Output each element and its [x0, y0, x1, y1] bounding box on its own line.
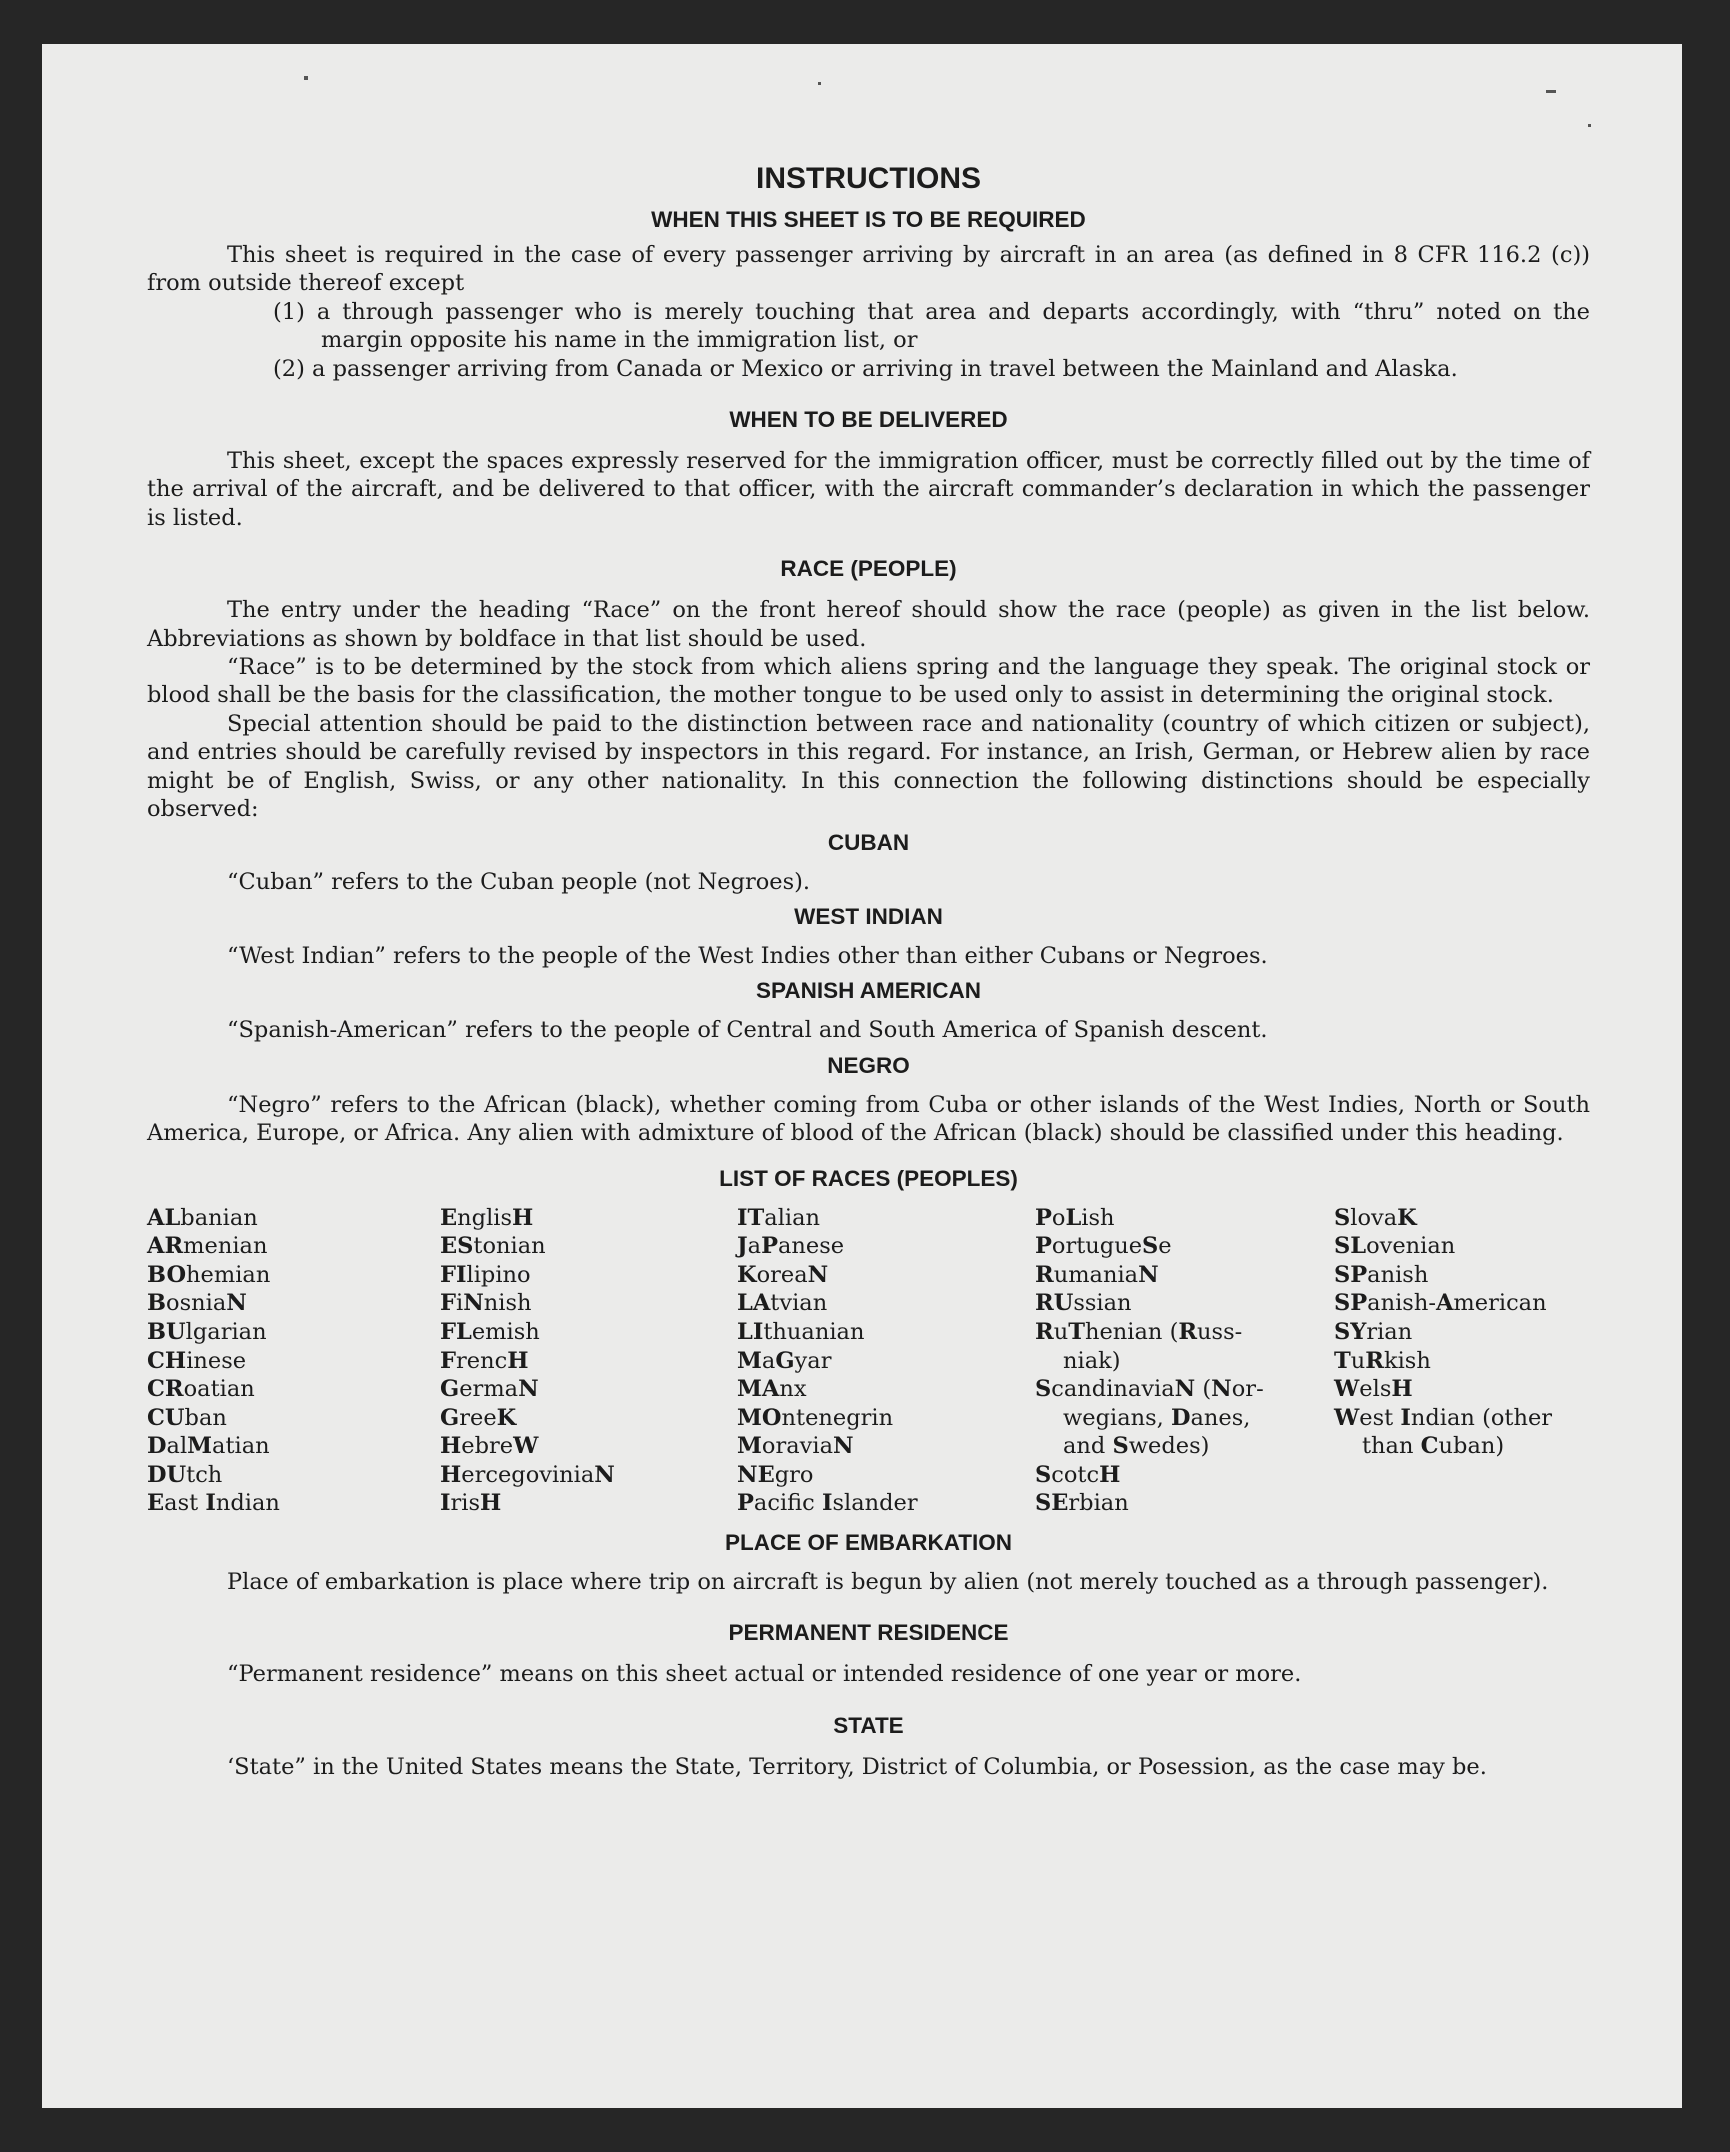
races-column-3 — [737, 1204, 1035, 1519]
race-entry: BUlgarian — [147, 1318, 267, 1345]
race-entry: DUtch — [147, 1461, 223, 1488]
race-entry: GreeK — [440, 1404, 517, 1431]
races-column-5 — [1334, 1204, 1590, 1519]
race-entry: FiNnish — [440, 1290, 532, 1317]
race-entry: BOhemian — [147, 1261, 271, 1288]
scan-mark — [818, 82, 821, 85]
race-entry: ARmenian — [147, 1233, 268, 1260]
races-column-4 — [1035, 1204, 1334, 1519]
race-entry: ScotcH — [1035, 1461, 1121, 1488]
race-paragraph-1: The entry under the heading “Race” on the front hereof should show the race (people) as given in the list below. Abbreviations as shown by boldface in that list should be used. — [147, 597, 1590, 652]
race-entry: RumaniaN — [1035, 1261, 1159, 1288]
spanish-american-text: “Spanish-American” refers to the people of Central and South America of Spanish descent. — [227, 1017, 1268, 1044]
race-entry: SErbian — [1035, 1490, 1129, 1517]
race-entry: West Indian (other — [1334, 1404, 1553, 1431]
race-entry: MAnx — [737, 1376, 807, 1403]
heading-state: STATE — [833, 1712, 904, 1738]
race-entry: RuThenian (Russ- — [1035, 1318, 1243, 1345]
race-entry: NEgro — [737, 1461, 814, 1488]
heading-when-required: WHEN THIS SHEET IS TO BE REQUIRED — [651, 207, 1086, 232]
race-entry-continued: wegians, Danes, — [1063, 1404, 1251, 1431]
required-item-1: (1) a through passenger who is merely touching that area and departs accordingly, with “thru” noted on the margin opposite his name in the immigration list, or — [273, 298, 1590, 354]
race-paragraph-3: Special attention should be paid to the distinction between race and nationality (country of which citizen or subject), and entries should be carefully revised by inspectors in this regard. For instance, an Irish, German, or Hebrew alien by race might be of English, Swiss, or any other nationality. In this connection the following distinctions should be especially observed: — [147, 710, 1590, 823]
state-text: ‘State” in the United States means the State, Territory, District of Columbia, or Posession, as the case may be. — [227, 1753, 1487, 1780]
heading-spanish-american: SPANISH AMERICAN — [755, 978, 981, 1004]
document-page — [42, 44, 1682, 2108]
race-entry: FLemish — [440, 1318, 540, 1345]
race-entry: KoreaN — [737, 1261, 829, 1288]
race-paragraph-2: “Race” is to be determined by the stock from which aliens spring and the language they speak. The original stock or blood shall be the basis for the classification, the mother tongue to be used only to assist in determining the original stock. — [147, 654, 1590, 709]
race-entry: Pacifc Islander — [737, 1490, 918, 1517]
race-entry: East Indian — [147, 1490, 280, 1517]
scan-mark — [304, 76, 308, 80]
heading-race: RACE (PEOPLE) — [780, 556, 957, 582]
scan-mark — [1588, 124, 1591, 127]
race-entry-continued: than Cuban) — [1362, 1433, 1505, 1460]
race-entry: PoLish — [1035, 1204, 1115, 1231]
race-entry: BosniaN — [147, 1290, 247, 1317]
races-column-1 — [147, 1204, 440, 1519]
west-indian-text: “West Indian” refers to the people of the West Indies other than either Cubans or Negroes. — [227, 942, 1268, 969]
race-entry: HebreW — [440, 1433, 539, 1460]
race-entry: GermaN — [440, 1376, 539, 1403]
delivered-text: This sheet, except the spaces expressly reserved for the immigration officer, must be correctly filled out by the time of the arrival of the aircraft, and be delivered to that officer, with the aircraft commander’s declaration in which the passenger is listed. — [147, 448, 1590, 531]
heading-west-indian: WEST INDIAN — [794, 903, 943, 929]
race-entry: FrencH — [440, 1347, 529, 1374]
heading-when-delivered: WHEN TO BE DELIVERED — [729, 407, 1008, 433]
race-entry: SPanish-American — [1334, 1290, 1547, 1317]
race-entry: EnglisH — [440, 1204, 534, 1231]
race-entry: CUban — [147, 1404, 227, 1431]
heading-list-of-races: LIST OF RACES (PEOPLES) — [719, 1165, 1018, 1191]
residence-text: “Permanent residence” means on this sheet actual or intended residence of one year or more. — [227, 1661, 1302, 1688]
instructions-content — [147, 159, 1590, 1781]
heading-permanent-residence: PERMANENT RESIDENCE — [728, 1620, 1009, 1646]
race-entry: PortugueSe — [1035, 1233, 1172, 1260]
race-entry: LAtvian — [737, 1290, 828, 1317]
race-entry: ScandinaviaN (Nor- — [1035, 1376, 1264, 1403]
cuban-text: “Cuban” refers to the Cuban people (not Negroes). — [227, 868, 811, 895]
race-entry: CHinese — [147, 1347, 247, 1374]
race-entry: ITalian — [737, 1204, 821, 1231]
heading-cuban: CUBAN — [827, 829, 910, 855]
race-entry: SYrian — [1334, 1318, 1413, 1345]
races-column-2 — [440, 1204, 737, 1519]
heading-place-of-embarkation: PLACE OF EMBARKATION — [724, 1530, 1013, 1556]
heading-negro: NEGRO — [827, 1052, 910, 1078]
race-entry: CRoatian — [147, 1376, 255, 1403]
race-entry: IrisH — [440, 1490, 502, 1517]
race-entry: SLovenian — [1334, 1233, 1456, 1260]
negro-text: “Negro” refers to the African (black), whether coming from Cuba or other islands of the West Indies, North or South America, Europe, or Africa. Any alien with admixture of blood of the African (black) should be classified under this heading. — [147, 1091, 1590, 1147]
scan-mark — [1546, 90, 1556, 93]
race-entry: MaGyar — [737, 1347, 832, 1374]
race-entry: SPanish — [1334, 1261, 1429, 1288]
race-entry: EStonian — [440, 1233, 546, 1260]
race-entry: DalMatian — [147, 1433, 270, 1460]
race-entry: RUssian — [1035, 1290, 1132, 1317]
race-entry-continued: niak) — [1063, 1347, 1121, 1374]
race-entry: MOntenegrin — [737, 1404, 894, 1431]
page-title: INSTRUCTIONS — [756, 162, 981, 195]
race-entry: ALbanian — [147, 1204, 258, 1231]
embarkation-text: Place of embarkation is place where trip on aircraft is begun by alien (not merely touched as a through passenger). — [227, 1569, 1549, 1596]
race-entry: FIlipino — [440, 1261, 531, 1288]
required-intro: This sheet is required in the case of every passenger arriving by aircraft in an area (as defined in 8 CFR 116.2 (c)) from outside thereof except — [147, 242, 1590, 297]
race-entry: LIthuanian — [737, 1318, 865, 1345]
race-entry-continued: and Swedes) — [1063, 1433, 1210, 1460]
race-entry: MoraviaN — [737, 1433, 854, 1460]
race-entry: SlovaK — [1334, 1204, 1417, 1231]
required-item-2: (2) a passenger arriving from Canada or Mexico or arriving in travel between the Mainland and Alaska. — [273, 355, 1458, 382]
races-list — [147, 1204, 1590, 1519]
race-entry: TuRkish — [1334, 1347, 1431, 1374]
race-entry: JaPanese — [737, 1233, 845, 1260]
race-entry: WelsH — [1334, 1376, 1413, 1403]
race-entry: HercegoviniaN — [440, 1461, 615, 1488]
